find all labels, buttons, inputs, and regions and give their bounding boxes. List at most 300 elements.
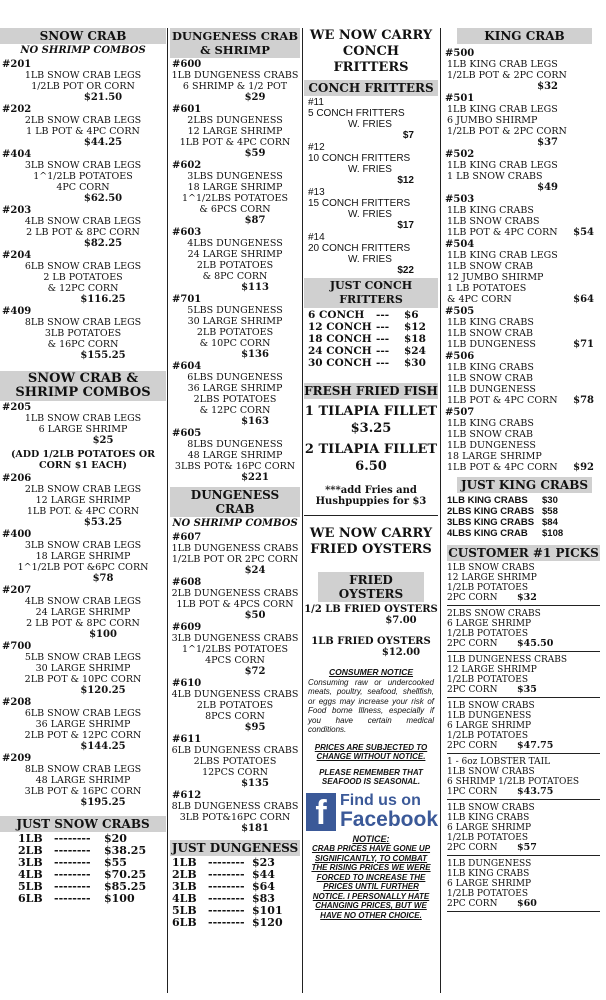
item-number: #507	[445, 407, 475, 418]
oyster-banner-line1: WE NOW CARRY	[309, 526, 433, 541]
row-price: $85.25	[104, 880, 147, 893]
item-line: 10 CONCH FRITTERS	[308, 153, 411, 164]
item-line: & 4PC CORN	[447, 294, 512, 305]
row-dash: --------	[208, 916, 245, 929]
item-line: & 10PC CORN	[199, 338, 271, 349]
item-line: 1LB KING CRABS	[447, 317, 534, 328]
menu-item[interactable]	[0, 473, 166, 528]
menu-item[interactable]	[170, 678, 300, 733]
snow-shrimp-title: SNOW CRAB & SHRIMP COMBOS	[0, 371, 166, 401]
just-snow-title: JUST SNOW CRABS	[0, 816, 166, 832]
item-number: #604	[172, 361, 202, 372]
item-line: 1LB KING CRABS	[447, 418, 534, 429]
menu-item[interactable]	[0, 306, 166, 361]
item-price: $32	[517, 592, 537, 603]
item-line-row	[447, 741, 600, 751]
item-number: #209	[2, 753, 32, 764]
item-line: 1LB DUNGENESS	[447, 440, 536, 451]
row-dash: ---	[376, 345, 390, 357]
row-price: $58	[542, 506, 558, 517]
just-snow-rows	[0, 833, 166, 905]
menu-item[interactable]	[308, 187, 438, 231]
item-price: $136	[241, 349, 269, 360]
row-qty: 5LB	[172, 904, 197, 917]
menu-item[interactable]	[170, 790, 300, 834]
row-name: 4LBS KING CRAB	[447, 528, 528, 539]
item-line: 4PCS CORN	[205, 655, 265, 666]
menu-item[interactable]	[170, 104, 300, 159]
item-line: 6LB SNOW CRAB LEGS	[24, 708, 142, 719]
item-price: $100	[89, 629, 117, 640]
item-line: 2LBS DUNGENESS	[187, 115, 283, 126]
row-price: $64	[252, 880, 275, 893]
item-line: 2LB SNOW CRAB LEGS	[24, 484, 142, 495]
item-number: #204	[2, 250, 32, 261]
item-price: $32	[537, 81, 558, 92]
row-price: $101	[252, 904, 283, 917]
item-line: 24 LARGE SHRIMP	[187, 249, 283, 260]
just-dungeness-rows	[170, 857, 300, 929]
item-price: $45.50	[517, 638, 554, 649]
row-dash: ---	[376, 357, 390, 369]
row-price: $23	[252, 856, 275, 869]
item-line: 4PC CORN	[56, 182, 110, 193]
item-number: #502	[445, 149, 475, 160]
item-line: 3LBS DUNGENESS	[187, 171, 283, 182]
menu-item[interactable]	[170, 294, 300, 360]
fish-line2: 2 TILAPIA FILLET	[304, 442, 438, 457]
snow-crab-subtitle: NO SHRIMP COMBOS	[20, 45, 146, 56]
menu-item[interactable]	[308, 97, 438, 141]
item-price: $37	[537, 137, 558, 148]
item-line: 5LBS DUNGENESS	[187, 305, 283, 316]
pick-item[interactable]	[447, 757, 600, 800]
item-number: #208	[2, 697, 32, 708]
price-row	[443, 495, 606, 506]
row-qty: 2LB	[18, 844, 43, 857]
menu-item[interactable]	[308, 232, 438, 276]
row-qty: 24 CONCH	[308, 345, 372, 357]
menu-item[interactable]	[443, 351, 606, 406]
consumer-notice-text: Consuming raw or undercooked meats, poultry, seafood, shellfish, or eggs may increase your risk of Food borne Illness, especially if you have certain medical conditions.	[308, 677, 434, 734]
item-number: #503	[445, 194, 475, 205]
item-line: 30 LARGE SHRIMP	[35, 663, 131, 674]
item-line: 1LB SNOW CRABS	[447, 701, 535, 711]
item-line: 24 LARGE SHRIMP	[35, 607, 131, 618]
item-line: 1LB KING CRABS	[447, 813, 530, 823]
item-line: 1^1/2LBS POTATOES	[181, 193, 289, 204]
row-price: $20	[104, 832, 127, 845]
menu-item[interactable]	[170, 59, 300, 103]
item-line: 1/2LB POTATOES	[447, 731, 529, 741]
item-line: & 16PC CORN	[47, 339, 119, 350]
oyster-line2: 1LB FRIED OYSTERS	[311, 636, 431, 647]
menu-item[interactable]	[443, 93, 606, 148]
row-price: $30	[404, 357, 426, 369]
section-divider	[304, 515, 438, 516]
column-king-crab	[443, 28, 606, 990]
facebook-icon: f	[306, 793, 336, 831]
item-line: 8LB DUNGENESS CRABS	[171, 801, 299, 812]
fish-title: FRESH FRIED FISH	[304, 384, 438, 398]
item-line: 1 LB SNOW CRABS	[447, 171, 543, 182]
item-price: $135	[241, 778, 269, 789]
item-line: 1LB KING CRABS	[447, 362, 534, 373]
item-number: #601	[172, 104, 202, 115]
item-price: $54	[573, 227, 594, 238]
item-line-row	[447, 787, 600, 797]
item-number: #207	[2, 585, 32, 596]
item-number: #603	[172, 227, 202, 238]
item-line: 3LB SNOW CRAB LEGS	[24, 160, 142, 171]
item-line: 1LB POT & 4PCS CORN	[176, 599, 294, 610]
item-line: 4LB SNOW CRAB LEGS	[24, 596, 142, 607]
item-line: 2LBS POTATOES	[193, 394, 277, 405]
row-qty: 6LB	[18, 892, 43, 905]
menu-item[interactable]	[170, 734, 300, 789]
row-dash: --------	[54, 880, 91, 893]
row-price: $108	[542, 528, 564, 539]
item-line: 1^1/2LBS POTATOES	[181, 644, 289, 655]
price-row	[443, 517, 606, 528]
item-number: #700	[2, 641, 32, 652]
price-row	[443, 506, 606, 517]
row-name: 2LBS KING CRABS	[447, 506, 535, 517]
item-price: $62.50	[83, 193, 123, 204]
item-line: 6 JUMBO SHIRMP	[447, 115, 538, 126]
item-line: 1LB SNOW CRAB	[447, 261, 534, 272]
just-king-title: JUST KING CRABS	[457, 477, 592, 493]
item-line: & 6PCS CORN	[199, 204, 271, 215]
item-line: 2 LB POT & 8PC CORN	[26, 618, 140, 629]
item-line: 1LB POT & 4PC CORN	[447, 395, 558, 406]
item-line: 1LB SNOW CRAB	[447, 328, 534, 339]
snow-crab-title: SNOW CRAB	[0, 28, 166, 44]
item-line: 12 JUMBO SHIRMP	[447, 272, 544, 283]
pick-item[interactable]	[447, 859, 600, 912]
item-line: 1 - 6oz LOBSTER TAIL	[447, 757, 551, 767]
just-conch-rows	[304, 309, 438, 369]
column-snow-crab	[0, 28, 166, 990]
item-price: $78	[573, 395, 594, 406]
item-line: 12 LARGE SHRIMP	[35, 495, 131, 506]
item-line: 1LB KING CRABS	[447, 869, 530, 879]
price-row	[304, 357, 438, 369]
menu-item[interactable]	[443, 306, 606, 350]
price-row	[170, 917, 300, 929]
king-crab-items	[443, 48, 606, 473]
item-line: 1LB DUNGENESS CRABS	[171, 543, 299, 554]
row-dash: ---	[376, 333, 390, 345]
oyster-banner-line2: FRIED OYSTERS	[310, 542, 432, 557]
item-price: $195.25	[80, 797, 126, 808]
price-row	[304, 333, 438, 345]
fish-note2: Hushpuppies for $3	[315, 496, 427, 507]
item-line: 1LB KING CRAB LEGS	[447, 104, 558, 115]
item-line: 8LB SNOW CRAB LEGS	[24, 764, 142, 775]
item-price: $113	[241, 282, 269, 293]
item-price: $24	[244, 565, 266, 576]
pick-item[interactable]	[447, 609, 600, 652]
item-line: 36 LARGE SHRIMP	[35, 719, 131, 730]
item-line: 6 LARGE SHRIMP	[38, 424, 128, 435]
menu-item[interactable]	[170, 532, 300, 576]
menu-item[interactable]	[308, 142, 438, 186]
item-line: 6 LARGE SHRIMP	[447, 721, 532, 731]
item-line: 1/2LB POTATOES	[447, 629, 529, 639]
pick-item[interactable]	[447, 655, 600, 698]
item-number: #609	[172, 622, 202, 633]
row-price: $44	[252, 868, 275, 881]
item-line-row	[443, 227, 606, 238]
item-price: $29	[244, 92, 266, 103]
item-number: #14	[308, 232, 325, 243]
row-price: $70.25	[104, 868, 147, 881]
customer-picks-items	[443, 563, 606, 912]
row-qty: 2LB	[172, 868, 197, 881]
item-line: 12 LARGE SHRIMP	[447, 573, 537, 583]
oysters-title: FRIED OYSTERS	[318, 572, 424, 602]
facebook-text	[340, 793, 438, 831]
menu-item[interactable]	[0, 697, 166, 752]
notice-text: CRAB PRICES HAVE GONE UP SIGNIFICANTLY, TO COMBAT THE RISING PRICES WE WERE FORCED TO INCREASE THE PRICES UNTIL FURTHER NOTICE. I PERSONALLY HATE CHANGING PRICES, BUT WE HAVE NO OTHER CHOICE.	[311, 844, 431, 920]
item-line: 2PC CORN	[447, 685, 498, 695]
row-dash: ---	[376, 309, 390, 321]
prices-change-notice: PRICES ARE SUBJECTED TO CHANGE WITHOUT NOTICE.	[314, 742, 428, 761]
row-qty: 3LB	[172, 880, 197, 893]
item-line: 4LB DUNGENESS CRABS	[171, 689, 299, 700]
menu-item[interactable]	[443, 48, 606, 92]
item-line: 2PC CORN	[447, 843, 498, 853]
item-line: 30 LARGE SHRIMP	[187, 316, 283, 327]
row-qty: 1LB	[18, 832, 43, 845]
item-line: 1LB SNOW CRABS	[447, 767, 535, 777]
oyster-price2: $12.00	[381, 647, 421, 658]
menu-item[interactable]	[170, 577, 300, 621]
item-number: #506	[445, 351, 475, 362]
menu-item[interactable]	[170, 227, 300, 293]
item-line: 1^1/2LB POT &6PC CORN	[17, 562, 149, 573]
item-line: 1/2LB POT & 2PC CORN	[447, 70, 567, 81]
item-number: #206	[2, 473, 32, 484]
column-divider	[440, 28, 441, 993]
menu-item[interactable]	[0, 104, 166, 148]
menu-item[interactable]	[0, 402, 166, 446]
item-number: #400	[2, 529, 32, 540]
item-price: $144.25	[80, 741, 126, 752]
item-line: 2LB POTATOES	[196, 260, 274, 271]
menu-item[interactable]	[0, 250, 166, 305]
pick-item[interactable]	[447, 563, 600, 606]
item-line: 15 CONCH FRITTERS	[308, 198, 411, 209]
fish-price2: 6.50	[355, 459, 387, 474]
row-price: $83	[252, 892, 275, 905]
row-dash: --------	[54, 844, 91, 857]
row-price: $30	[542, 495, 558, 506]
menu-item[interactable]	[170, 622, 300, 677]
item-price: $155.25	[80, 350, 126, 361]
item-price: $43.75	[517, 786, 554, 797]
fish-note1: ***add Fries and	[325, 485, 417, 496]
menu-item[interactable]	[443, 194, 606, 238]
item-line-row	[447, 639, 600, 649]
column-specials	[304, 28, 438, 990]
item-line-row	[447, 899, 600, 909]
row-price: $55	[104, 856, 127, 869]
item-price: $59	[244, 148, 266, 159]
menu-item[interactable]	[170, 428, 300, 483]
menu-item[interactable]	[0, 59, 166, 103]
item-number: #203	[2, 205, 32, 216]
item-line: 2LB POTATOES	[196, 700, 274, 711]
item-line: 18 LARGE SHRIMP	[35, 551, 131, 562]
menu-item[interactable]	[0, 753, 166, 808]
item-line: 6 LARGE SHRIMP	[447, 879, 532, 889]
item-line: 1/2LB POT & 2PC CORN	[447, 126, 567, 137]
item-line: 18 LARGE SHRIMP	[447, 451, 542, 462]
facebook-find-label: Find us on	[339, 791, 421, 809]
item-price: $22	[397, 265, 414, 276]
item-line: & 12PC CORN	[47, 283, 119, 294]
item-line: 2LB POT & 12PC CORN	[24, 730, 142, 741]
item-number: #202	[2, 104, 32, 115]
conch-banner-line2: CONCH FRITTERS	[333, 44, 409, 75]
menu-item[interactable]	[0, 585, 166, 640]
item-line: 1LB DUNGENESS	[447, 859, 532, 869]
item-number: #611	[172, 734, 202, 745]
menu-item[interactable]	[443, 407, 606, 473]
item-line: 1LB SNOW CRAB	[447, 373, 534, 384]
item-number: #605	[172, 428, 202, 439]
conch-banner-line1: WE NOW CARRY	[309, 28, 433, 43]
facebook-badge[interactable]	[306, 793, 438, 831]
row-dash: --------	[54, 868, 91, 881]
row-qty: 4LB	[172, 892, 197, 905]
menu-item[interactable]	[0, 529, 166, 584]
item-line: 1LB POT & 4PC CORN	[447, 227, 558, 238]
item-line: 5LB SNOW CRAB LEGS	[24, 652, 142, 663]
item-price: $64	[573, 294, 594, 305]
item-line: 1/2LB POTATOES	[447, 675, 529, 685]
item-line: 1LB POT & 4PC CORN	[179, 137, 291, 148]
item-price: $163	[241, 416, 269, 427]
snow-shrimp-items	[0, 402, 166, 808]
price-row	[304, 309, 438, 321]
just-king-rows	[443, 495, 606, 539]
just-conch-title: JUST CONCH FRITTERS	[304, 278, 438, 308]
consumer-notice-title: CONSUMER NOTICE	[328, 667, 414, 677]
row-dash: --------	[208, 856, 245, 869]
picks-title: CUSTOMER #1 PICKS	[448, 546, 599, 560]
item-line: 1LB DUNGENESS	[447, 384, 536, 395]
item-price: $17	[397, 220, 414, 231]
item-number: #409	[2, 306, 32, 317]
item-line: 2PC CORN	[447, 593, 498, 603]
item-line: 2PC CORN	[447, 741, 498, 751]
item-number: #501	[445, 93, 475, 104]
item-line: 1LB KING CRAB LEGS	[447, 59, 558, 70]
column-dungeness	[170, 28, 300, 990]
snow-crab-items	[0, 59, 166, 361]
item-price: $49	[537, 182, 558, 193]
oyster-price1: $7.00	[385, 615, 417, 626]
item-price: $92	[573, 462, 594, 473]
item-line: 6LBS DUNGENESS	[187, 372, 283, 383]
menu-item[interactable]	[0, 641, 166, 696]
menu-item[interactable]	[443, 239, 606, 305]
item-line: 48 LARGE SHRIMP	[35, 775, 131, 786]
item-line-row	[447, 843, 600, 853]
item-price: $87	[244, 215, 266, 226]
item-line: 3LB POT & 16PC CORN	[24, 786, 142, 797]
price-row	[304, 345, 438, 357]
menu-item[interactable]	[170, 361, 300, 427]
item-line-row	[443, 294, 606, 305]
item-line: 8LB SNOW CRAB LEGS	[24, 317, 142, 328]
row-name: 3LBS KING CRABS	[447, 517, 535, 528]
item-line: 20 CONCH FRITTERS	[308, 243, 411, 254]
item-line: 8LBS DUNGENESS	[187, 439, 283, 450]
item-line: 2PC CORN	[447, 899, 498, 909]
item-line: 36 LARGE SHRIMP	[187, 383, 283, 394]
dungeness-crab-subtitle: NO SHRIMP COMBOS	[172, 518, 298, 529]
item-price: $57	[517, 842, 537, 853]
menu-item[interactable]	[0, 149, 166, 204]
item-line: 3LB DUNGENESS CRABS	[171, 633, 299, 644]
item-number: #612	[172, 790, 202, 801]
item-line-row	[443, 339, 606, 350]
item-line: 1LB DUNGENESS CRABS	[447, 655, 568, 665]
menu-item[interactable]	[443, 149, 606, 193]
row-qty: 5LB	[18, 880, 43, 893]
item-line: W. FRIES	[348, 164, 392, 175]
item-line: 2PC CORN	[447, 639, 498, 649]
item-number: #11	[308, 97, 324, 108]
item-line: 1/2LB POT OR CORN	[31, 81, 135, 92]
pick-item[interactable]	[447, 803, 600, 856]
menu-item[interactable]	[170, 160, 300, 226]
item-line: 48 LARGE SHRIMP	[187, 450, 283, 461]
menu-item[interactable]	[0, 205, 166, 249]
item-number: #505	[445, 306, 475, 317]
seafood-seasonal-notice: PLEASE REMEMBER THAT SEAFOOD IS SEASONAL.	[319, 767, 423, 786]
fish-line1: 1 TILAPIA FILLET	[304, 404, 438, 419]
price-row	[0, 893, 166, 905]
item-price: $71	[573, 339, 594, 350]
row-qty: 30 CONCH	[308, 357, 372, 369]
item-line: 6 LARGE SHRIMP	[447, 619, 532, 629]
item-line: 1 LB POT & 4PC CORN	[26, 126, 140, 137]
row-price: $12	[404, 321, 426, 333]
item-line: 1LB KING CRABS	[447, 205, 534, 216]
item-line: 4LB SNOW CRAB LEGS	[24, 216, 142, 227]
item-price: $78	[92, 573, 114, 584]
item-line: 2LB DUNGENESS CRABS	[171, 588, 299, 599]
row-qty: 12 CONCH	[308, 321, 372, 333]
row-dash: --------	[54, 832, 91, 845]
row-dash: --------	[208, 868, 245, 881]
item-line: 1LB POT. & 4PC CORN	[26, 506, 140, 517]
pick-item[interactable]	[447, 701, 600, 754]
item-number: #610	[172, 678, 202, 689]
row-price: $38.25	[104, 844, 147, 857]
item-number: #504	[445, 239, 475, 250]
price-row	[443, 528, 606, 539]
row-dash: --------	[54, 892, 91, 905]
item-price: $95	[244, 722, 266, 733]
item-price: $25	[92, 435, 114, 446]
item-price: $44.25	[83, 137, 123, 148]
